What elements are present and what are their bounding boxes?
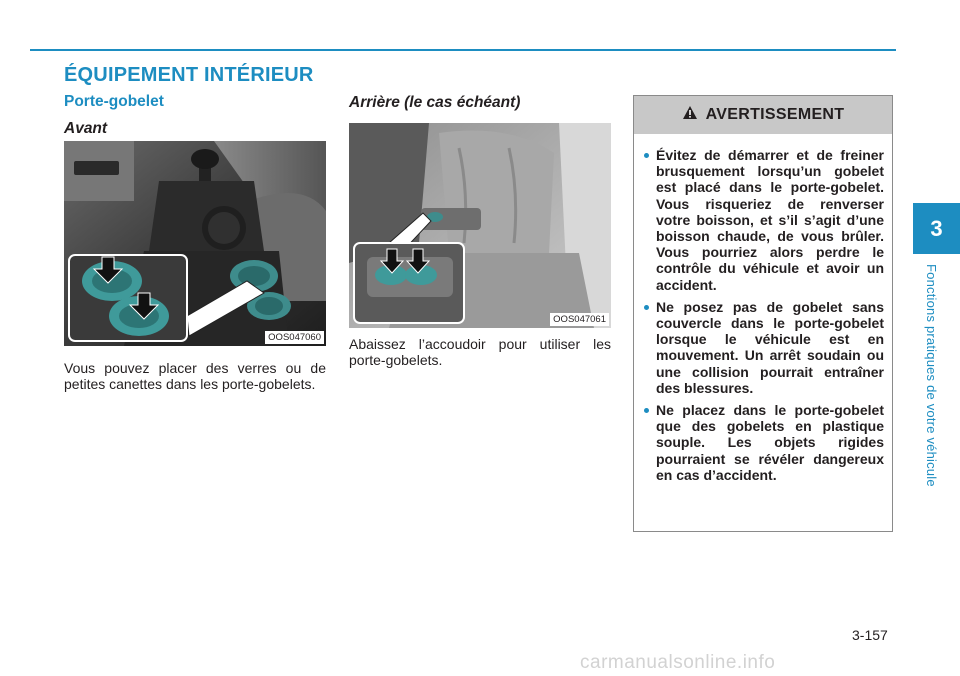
chapter-tab [913, 203, 960, 254]
front-heading: Avant [64, 120, 108, 137]
bullet-icon [644, 408, 649, 413]
top-rule [30, 49, 896, 51]
watermark: carmanualsonline.info [580, 652, 776, 673]
chapter-title: Fonctions pratiques de votre véhicule [924, 264, 939, 487]
warning-item [644, 147, 884, 293]
warning-header [634, 96, 892, 134]
rear-cupholder-photo [349, 123, 611, 328]
warning-item [644, 402, 884, 483]
warning-title: AVERTISSEMENT [705, 106, 845, 123]
rear-image-code: OOS047061 [550, 313, 609, 326]
section-title: ÉQUIPEMENT INTÉRIEUR [64, 64, 314, 86]
front-image-code: OOS047060 [265, 331, 324, 344]
warning-list [634, 134, 892, 483]
warning-triangle-icon [682, 105, 698, 125]
subsection-title: Porte-gobelet [64, 93, 164, 110]
chapter-number: 3 [930, 215, 943, 241]
page-number: 3-157 [852, 627, 888, 643]
rear-heading: Arrière (le cas échéant) [349, 94, 521, 111]
warning-item-text: Ne posez pas de gobelet sans couvercle dans le porte-gobelet lorsque le véhicule est en mouvement. Un arrêt soudain ou une collision pourrait entraîner des blessures. [656, 298, 884, 396]
bullet-icon [644, 153, 649, 158]
bullet-icon [644, 305, 649, 310]
warning-item-text: Évitez de démarrer et de freiner brusquement lorsqu’un gobelet est placé dans le porte-gobelet. Vous risqueriez de renverser votre boisson, et s’il s’agit d’une boisson chaude, de vous brûler. Vous pourriez alors perdre le contrôle du véhicule et avoir un accident. [656, 147, 884, 293]
warning-item [644, 299, 884, 396]
warning-box [633, 95, 893, 532]
rear-text: Abaissez l’accoudoir pour utiliser les porte-gobelets. [349, 336, 611, 368]
front-text: Vous pouvez placer des verres ou de petites canettes dans les porte-gobelets. [64, 360, 326, 392]
warning-item-text: Ne placez dans le porte-gobelet que des gobelets en plastique souple. Les objets rigides pourraient se révéler dangereux en cas d’accident. [656, 402, 884, 483]
front-cupholder-photo [64, 141, 326, 346]
